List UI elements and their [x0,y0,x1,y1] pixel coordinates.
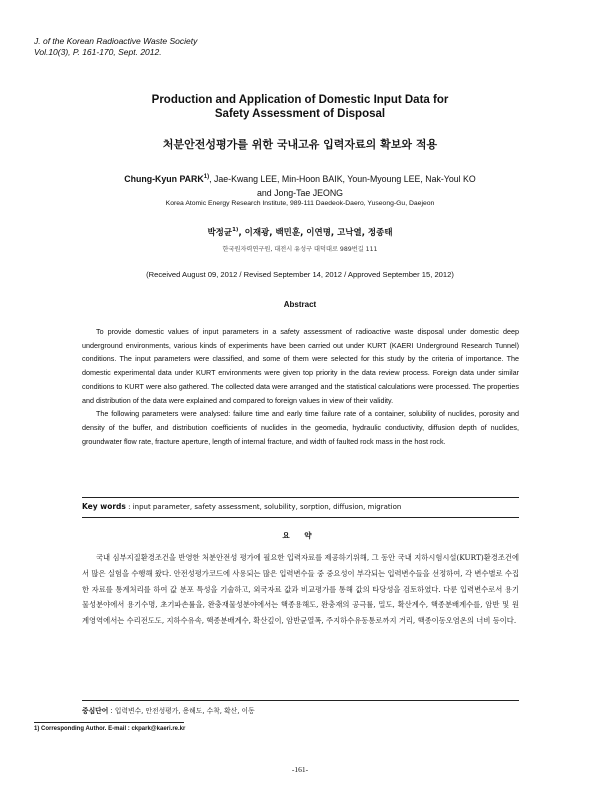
lead-author: Chung-Kyun PARK$^{1)}$ [124,173,210,184]
korean-abstract-heading: 요 약 [282,531,318,540]
korean-keywords-rule [82,700,519,701]
keywords-top-rule [82,497,519,498]
affiliation: Korea Atomic Energy Research Institute, 989-111 Daedeok-Daero, Yuseong-Gu, Daejeon [165,200,435,207]
title-line-2: Safety Assessment of Disposal [214,108,386,120]
keywords-bottom-rule [82,517,519,518]
journal-name: J. of the Korean Radioactive Waste Society [34,36,198,46]
footnote: 1) Corresponding Author. E-mail : ckpark@kaeri.re.kr [34,726,186,732]
abstract-paragraph-2: The following parameters were analysed: failure time and early time failure rate of a container, solubility of nuclides, porosity and density of the buffer, and distribution coefficients of nuclides in the geomedia, hydraulic conductivity, diffusion depth of nuclides, groundwater flow rate, fracture aperture, length of internal fracture, and width of faulted rock mass in the host rock. [82,409,519,446]
abstract-paragraph-1: To provide domestic values of input parameters in a safety assessment of radioactive waste disposal under domestic deep underground environments, various kinds of experiments have been carried out under KURT (KAERI Underground Research Tunnel) conditions. The input parameters were classified, and some of them were selected for this study by the criteria of importance. The domestic experimental data under KURT environments were given top priority in the data review process. Foreign data under similar conditions to KURT were also gathered. The collected data were arranged and the statistical calculations were processed. The properties and distribution of the data were explained and compared to foreign values in view of their validity. [82,327,519,405]
received-dates: (Received August 09, 2012 / Revised September 14, 2012 / Approved September 15, 2012) [146,270,454,279]
co-authors-line-2: and Jong-Tae JEONG [256,187,344,198]
page-number: -161- [291,765,309,774]
author-list [0,170,600,200]
abstract-body [82,325,519,448]
affiliation-korean: 한국원자력연구원, 대전시 유성구 대덕대로 989번길 111 [222,246,378,253]
korean-keywords-text: : 입력변수, 안전성평가, 용해도, 수착, 확산, 이동 [108,707,255,715]
abstract-heading: Abstract [283,300,317,309]
keywords [82,502,519,511]
title-korean: 처분안전성평가를 위한 국내고유 입력자료의 확보와 적용 [162,138,438,151]
co-authors-line-1: , Jae-Kwang LEE, Min-Hoon BAIK, Youn-Myoung LEE, Nak-Youl KO [209,173,476,184]
title-line-1: Production and Application of Domestic Input Data for [151,94,449,106]
korean-keywords [82,705,519,715]
author-footnote-mark: 1) [203,174,210,180]
title-english [0,93,600,121]
korean-keywords-label: 중심단어 [82,707,109,715]
korean-abstract-body [82,550,519,629]
keywords-text: : input parameter, safety assessment, solubility, sorption, diffusion, migration [125,503,402,511]
journal-volume: Vol.10(3), P. 161-170, Sept. 2012. [34,47,162,57]
journal-header [34,36,197,58]
keywords-label: Key words [82,502,126,511]
author-list-korean: 박정균$^{1)}$, 이재광, 백민훈, 이연명, 고낙열, 정종태 [207,227,393,238]
footnote-rule [34,722,184,723]
korean-abstract-paragraph: 국내 심부지질환경조건을 반영한 처분안전성 평가에 필요한 입력자료를 제공하기위해, 그 동안 국내 지하시험시설(KURT)환경조건에서 많은 실험을 수행해 왔다. 안전성평가코드에 사용되는 많은 입력변수들 중 중요성이 부각되는 입력변수들을 선정하여, 각 변수별로 수집한 자료를 통계처리를 하여 값 분포 특성을 기술하고, 외국자료 값과 비교평가를 통해 값의 타당성을 검토하였다. 다룬 입력변수로서 용기물성분야에서 용기수명, 초기파손률을, 완충재물성분야에서는 핵종용해도, 완충재의 공극률, 밀도, 확산계수, 핵종분배계수를, 암반 및 원계영역에서는 수리전도도, 지하수유속, 핵종분배계수, 확산깊이, 암반균열폭, 주지하수유동통로까지 거리, 핵종이동오염온의 너비 등이다. [82,553,519,626]
